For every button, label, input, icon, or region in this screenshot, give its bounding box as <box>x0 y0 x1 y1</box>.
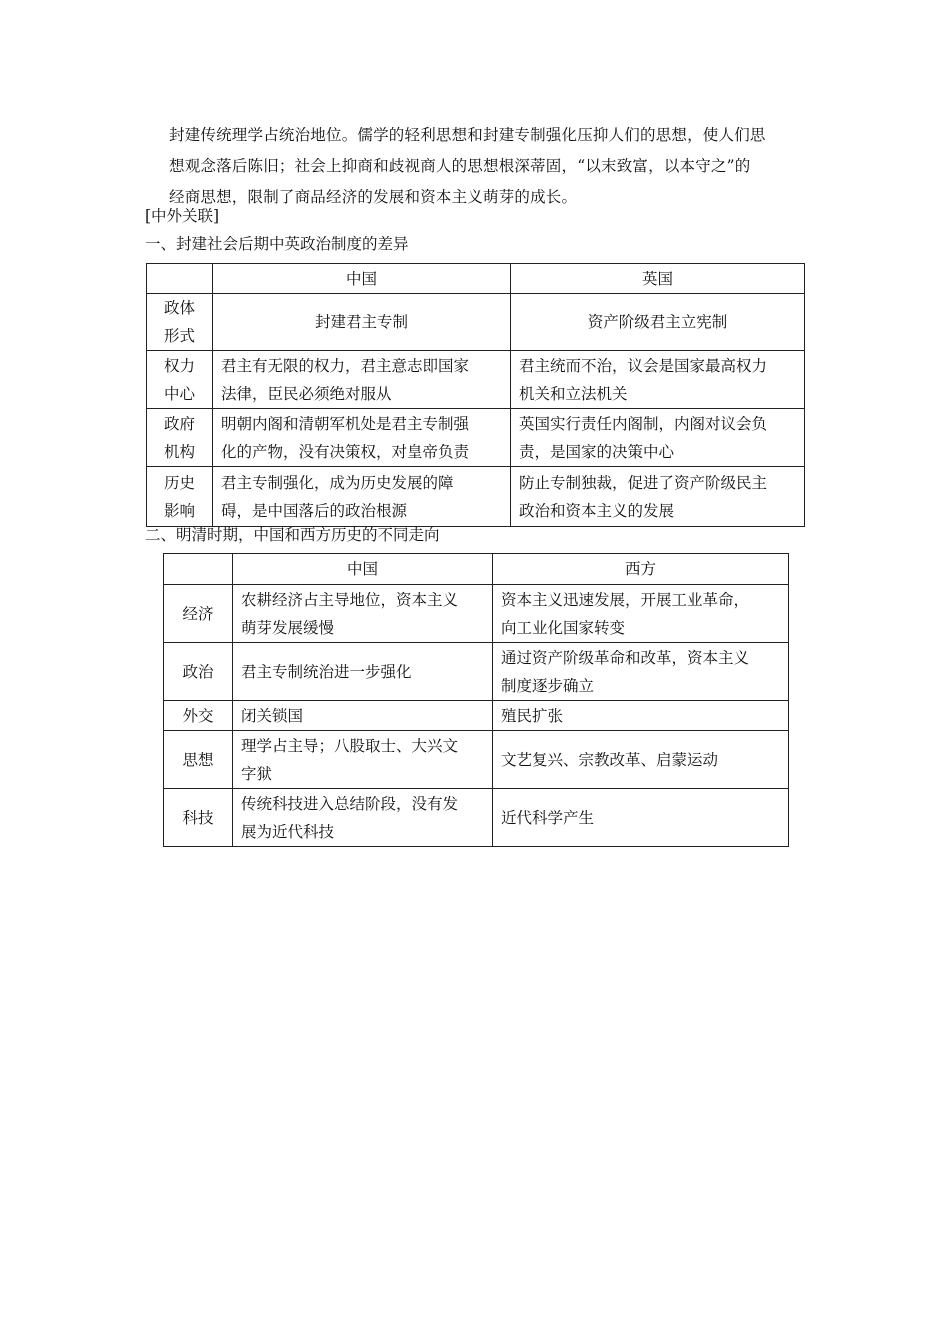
paragraph-line: 想观念落后陈旧；社会上抑商和歧视商人的思想根深蒂固，“以末致富，以本守之”的 <box>169 157 751 175</box>
row-label: 外交 <box>164 701 233 731</box>
cell-west: 文艺复兴、宗教改革、启蒙运动 <box>493 731 789 789</box>
table-row <box>164 789 789 847</box>
table-row <box>164 731 789 789</box>
cell-china: 君主专制强化，成为历史发展的障 碍，是中国落后的政治根源 <box>213 467 511 527</box>
table-china-england-politics <box>146 263 805 527</box>
row-label: 科技 <box>164 789 233 847</box>
header-cell-west: 西方 <box>493 554 789 585</box>
paragraph-line: 经商思想，限制了商品经济的发展和资本主义萌芽的成长。 <box>169 188 578 206</box>
header-cell-england: 英国 <box>511 264 805 294</box>
cell-west: 通过资产阶级革命和改革，资本主义 制度逐步确立 <box>493 643 789 701</box>
row-label: 历史 影响 <box>147 467 213 527</box>
cell-west: 资本主义迅速发展，开展工业革命， 向工业化国家转变 <box>493 585 789 643</box>
cell-china: 君主有无限的权力，君主意志即国家 法律，臣民必须绝对服从 <box>213 351 511 409</box>
row-label: 政治 <box>164 643 233 701</box>
paragraph-line: 封建传统理学占统治地位。儒学的轻利思想和封建专制强化压抑人们的思想，使人们思 <box>169 126 766 144</box>
cell-england: 英国实行责任内阁制，内阁对议会负 责，是国家的决策中心 <box>511 409 805 467</box>
table-header-row <box>164 554 789 585</box>
table-header-row <box>147 264 805 294</box>
header-cell-china: 中国 <box>213 264 511 294</box>
header-cell-empty <box>147 264 213 294</box>
cell-west: 殖民扩张 <box>493 701 789 731</box>
cell-china: 封建君主专制 <box>213 294 511 351</box>
header-cell-china: 中国 <box>233 554 493 585</box>
table-china-west-directions <box>163 553 789 847</box>
table-row <box>164 585 789 643</box>
header-cell-empty <box>164 554 233 585</box>
row-label: 政府 机构 <box>147 409 213 467</box>
cell-west: 近代科学产生 <box>493 789 789 847</box>
row-label: 权力 中心 <box>147 351 213 409</box>
row-label: 政体 形式 <box>147 294 213 351</box>
cell-china: 君主专制统治进一步强化 <box>233 643 493 701</box>
cell-england: 君主统而不治，议会是国家最高权力 机关和立法机关 <box>511 351 805 409</box>
table-row <box>164 643 789 701</box>
cell-china: 传统科技进入总结阶段，没有发 展为近代科技 <box>233 789 493 847</box>
cell-china: 农耕经济占主导地位，资本主义 萌芽发展缓慢 <box>233 585 493 643</box>
table-row <box>147 409 805 467</box>
table1-title: 一、封建社会后期中英政治制度的差异 <box>145 235 409 253</box>
row-label: 思想 <box>164 731 233 789</box>
cell-china: 理学占主导；八股取士、大兴文 字狱 <box>233 731 493 789</box>
table-row <box>147 467 805 527</box>
cell-england: 资产阶级君主立宪制 <box>511 294 805 351</box>
table2-title: 二、明清时期，中国和西方历史的不同走向 <box>145 526 440 544</box>
table-row <box>164 701 789 731</box>
row-label: 经济 <box>164 585 233 643</box>
section-label: [中外关联] <box>145 207 220 225</box>
table-row <box>147 294 805 351</box>
cell-england: 防止专制独裁，促进了资产阶级民主 政治和资本主义的发展 <box>511 467 805 527</box>
intro-paragraph <box>169 120 809 213</box>
cell-china: 明朝内阁和清朝军机处是君主专制强 化的产物，没有决策权，对皇帝负责 <box>213 409 511 467</box>
table-row <box>147 351 805 409</box>
cell-china: 闭关锁国 <box>233 701 493 731</box>
